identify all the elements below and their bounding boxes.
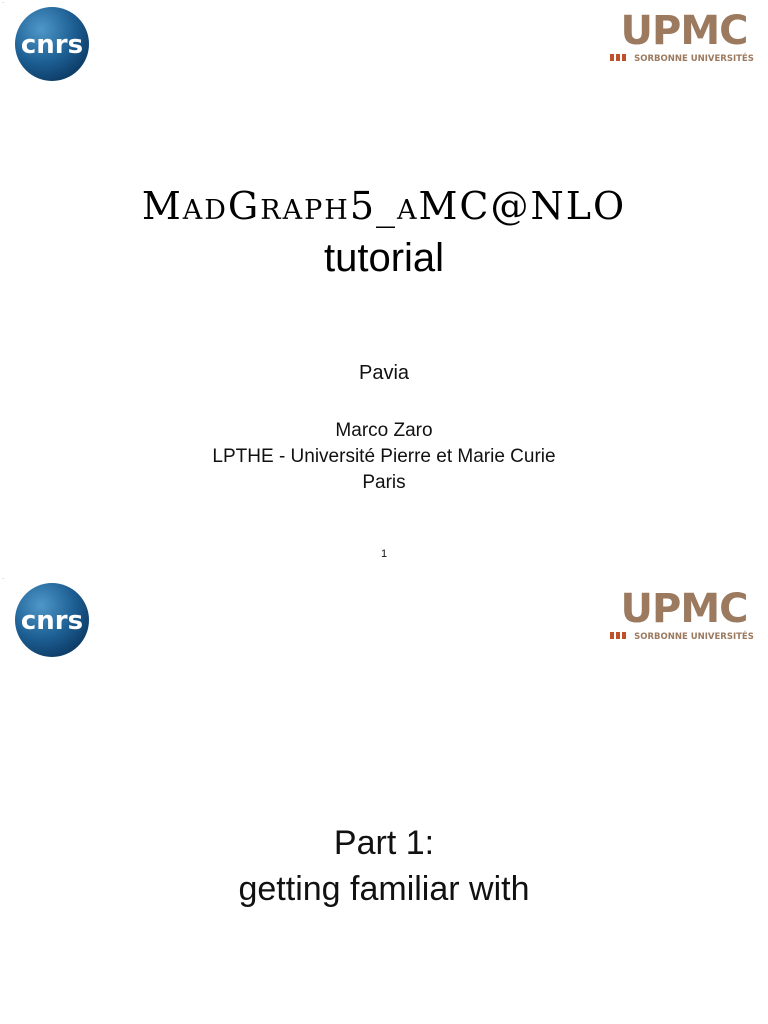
svg-text:SORBONNE UNIVERSITÉS: SORBONNE UNIVERSITÉS <box>634 54 754 64</box>
part-heading <box>0 820 768 912</box>
upmc-logo <box>604 584 764 644</box>
svg-text:cnrs: cnrs <box>20 30 84 60</box>
svg-text:SORBONNE UNIVERSITÉS: SORBONNE UNIVERSITÉS <box>634 632 754 642</box>
cnrs-logo <box>14 582 90 658</box>
part-slide <box>0 576 768 1024</box>
presentation-subtitle: tutorial <box>323 236 445 280</box>
svg-text:UPMC: UPMC <box>620 8 748 54</box>
cnrs-logo <box>14 6 90 82</box>
part-heading-line2: getting familiar with <box>238 870 530 908</box>
svg-text:cnrs: cnrs <box>20 606 84 636</box>
upmc-logo <box>604 6 764 66</box>
author-block <box>0 418 768 496</box>
presentation-title: MadGraph5_aMC@NLO <box>141 184 627 228</box>
author-city: Paris <box>362 472 406 493</box>
part-heading-line1: Part 1: <box>333 824 435 862</box>
venue: Pavia <box>358 362 410 384</box>
author-name: Marco Zaro <box>335 420 433 441</box>
page-number: 1 <box>380 548 388 560</box>
slide-marker: · <box>2 576 4 582</box>
slide-marker: · <box>2 0 4 6</box>
author-affiliation: LPTHE - Université Pierre et Marie Curie <box>212 446 556 467</box>
svg-text:UPMC: UPMC <box>620 586 748 632</box>
